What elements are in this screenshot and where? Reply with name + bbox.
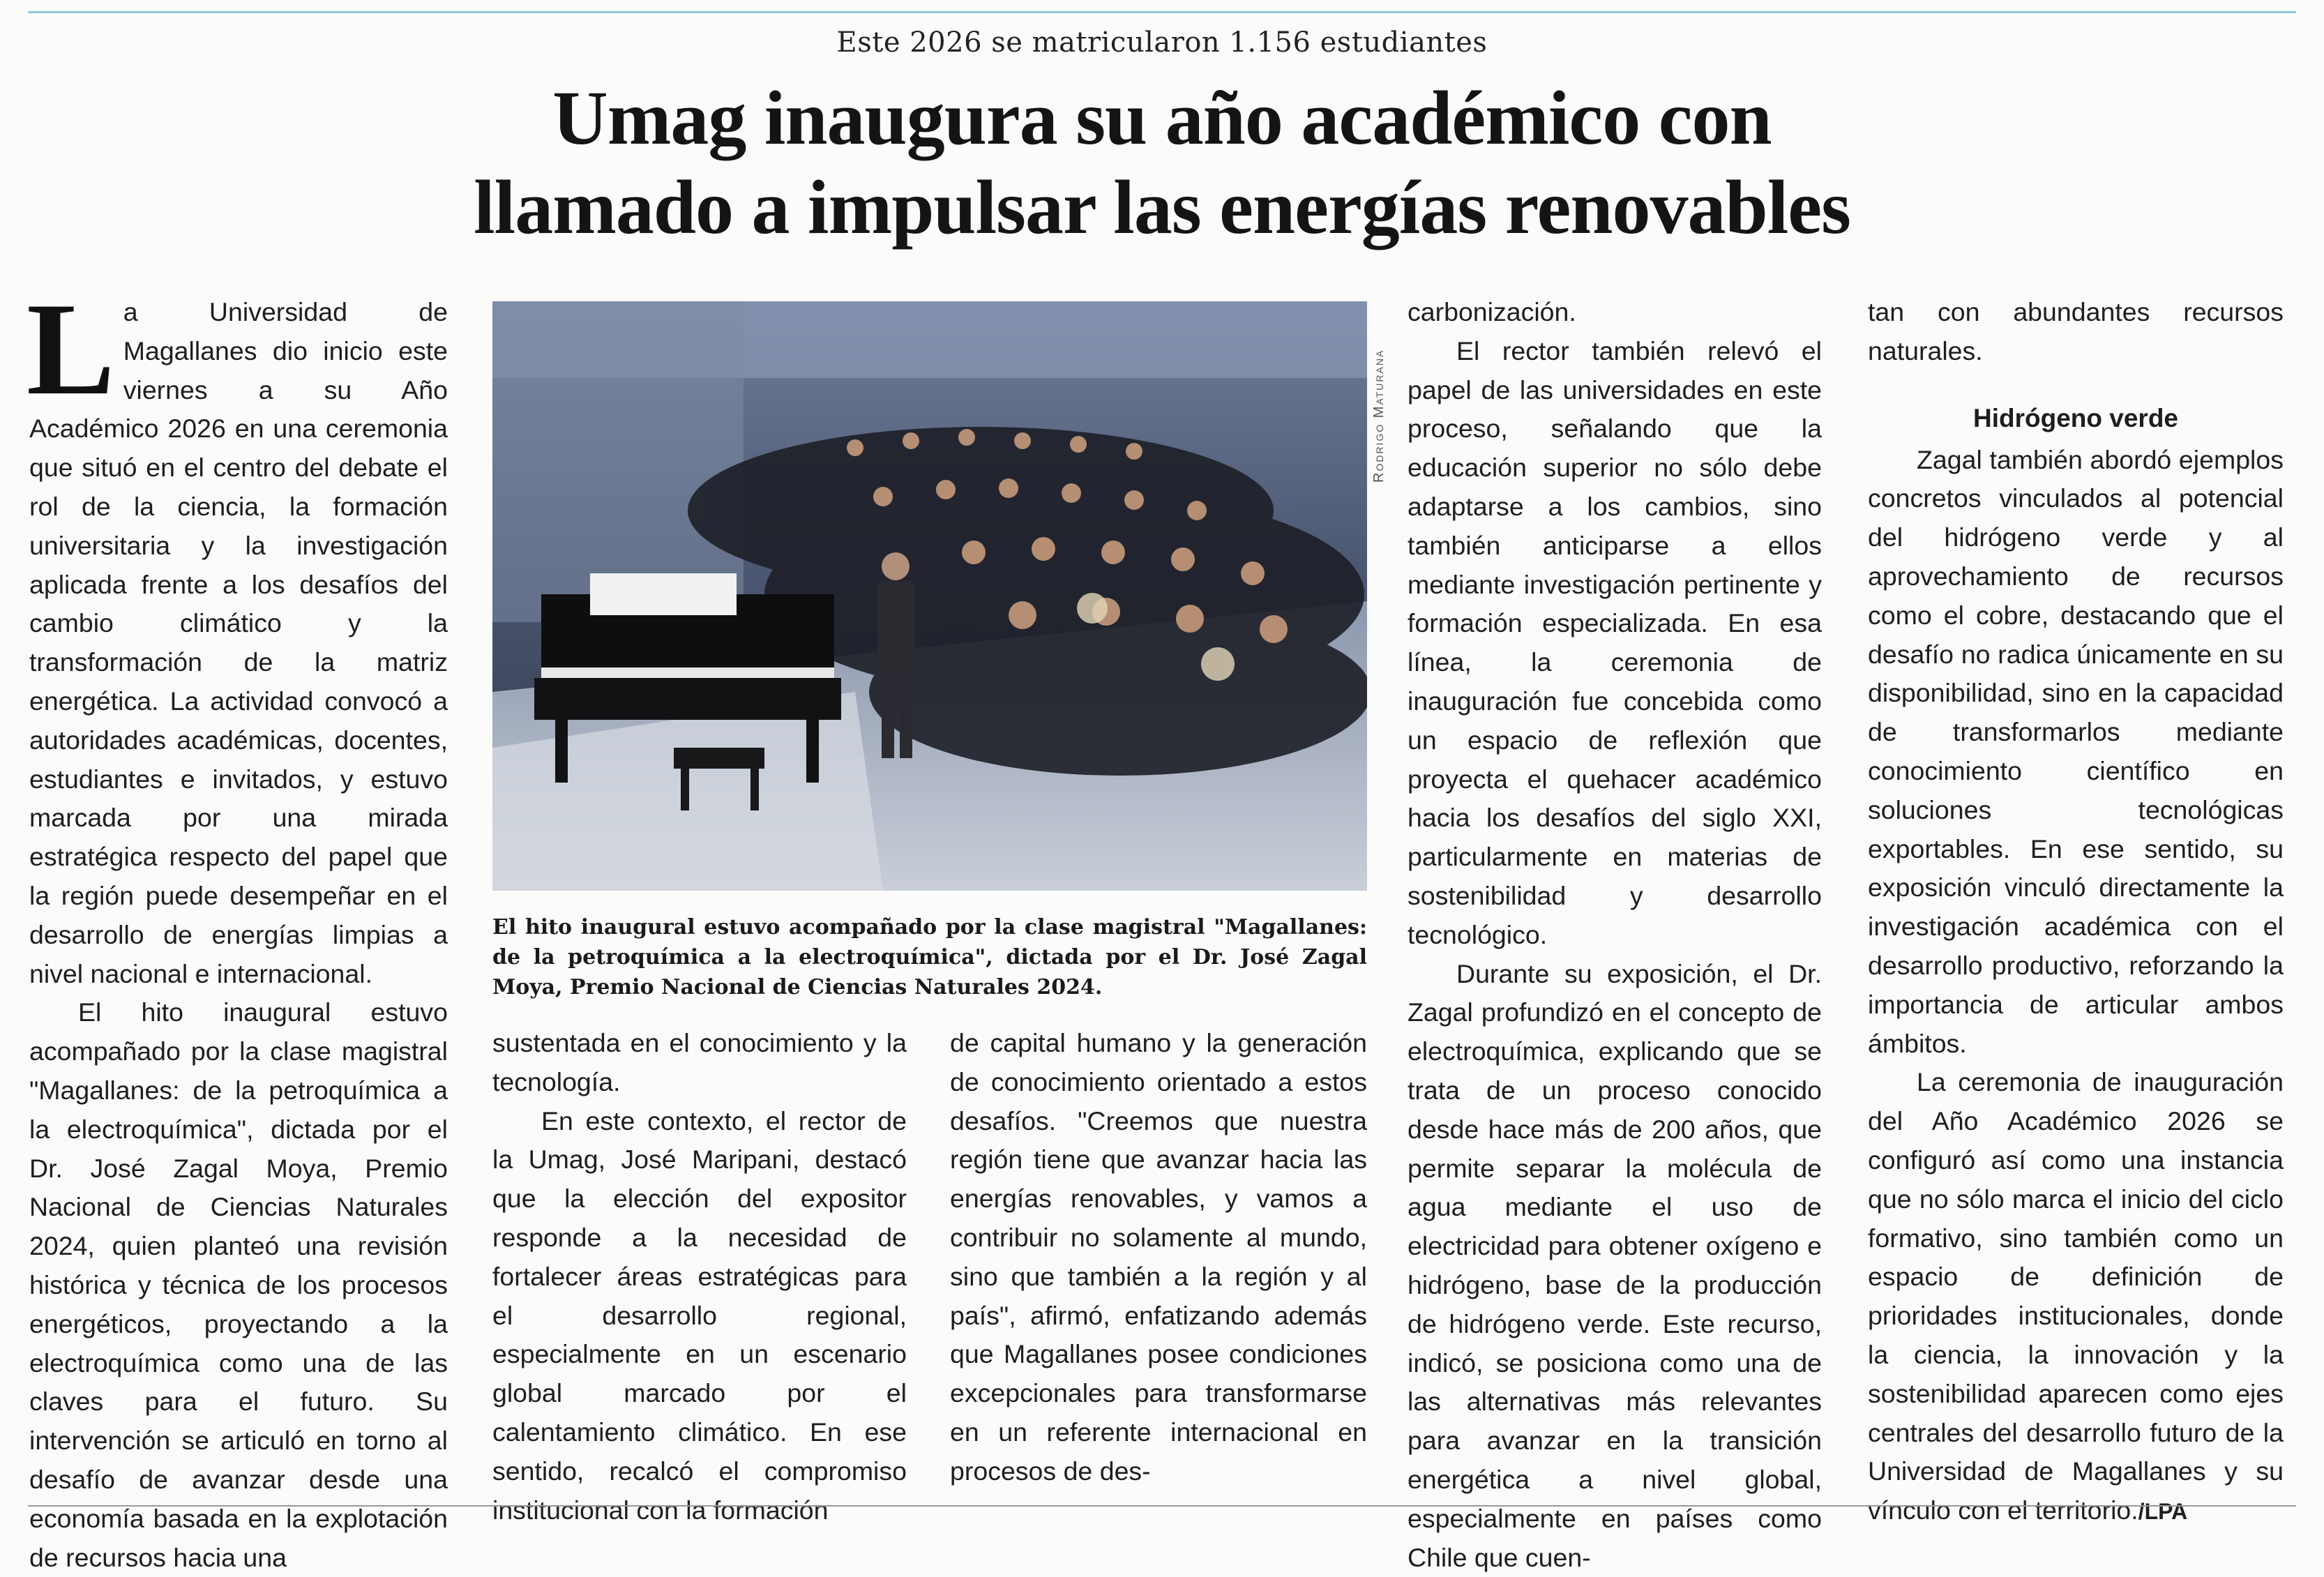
paragraph	[27, 276, 448, 993]
paragraph: sustentada en el conocimiento y la tecnología.	[492, 1028, 907, 1096]
photo-caption: El hito inaugural estuvo acompañado por la clase magistral "Magallanes: de la petroquímica a la electroquímica", dictada por el Dr. José Zagal Moya, Premio Nacional de Ciencias Naturales 2024.	[492, 915, 1367, 999]
section-subhead: Hidrógeno verde	[1973, 403, 2178, 432]
column-4	[1408, 293, 1822, 1577]
column-2	[492, 1024, 907, 1530]
paragraph-text: La ceremonia de inauguración del Año Académico 2026 se configuró así como una instancia que no sólo marca el inicio del ciclo formativo, sino también como un espacio de definición de prioridades institucionales, donde la ciencia, la innovación y la sostenibilidad aparecen como ejes centrales del desarrollo futuro de la Universidad de Magallanes y su vínculo con el territorio.	[1868, 1067, 2284, 1525]
author-signature: /LPA	[2138, 1499, 2188, 1525]
bottom-rule	[28, 1505, 2296, 1507]
photo-credit: Rodrigo Maturana	[1371, 349, 1387, 483]
column-5	[1868, 293, 2284, 1532]
headline-line-1: Umag inaugura su año académico con	[552, 75, 1772, 160]
paragraph: tan con abundantes recursos naturales.	[1868, 297, 2284, 365]
article-headline	[0, 73, 2324, 252]
drop-cap: L	[27, 276, 115, 423]
column-3	[950, 1024, 1367, 1491]
paragraph: El hito inaugural estuvo acompañado por la clase magistral "Magallanes: de la petroquímica a la electroquímica", dictada por el Dr. José Zagal Moya, Premio Nacional de Ciencias Naturales 2024, quien planteó una revisión histórica y técnica de los procesos energéticos, proyectando a la electroquímica como una de las claves para el futuro. Su intervención se articuló en torno al desafío de avanzar desde una economía basada en la explotación de recursos hacia una	[29, 997, 448, 1572]
paragraph	[1868, 1063, 2284, 1532]
column-1	[27, 276, 448, 1577]
top-rule	[28, 0, 2296, 13]
paragraph: El rector también relevó el papel de las universidades en este proceso, señalando que la educación superior no sólo debe adaptarse a los cambios, sino también anticiparse a ellos mediante investigación pertinente y formación especializada. En esa línea, la ceremonia de inauguración fue concebida como un espacio de reflexión que proyecta el quehacer académico hacia los desafíos del siglo XXI, particularmente en materias de sostenibilidad y desarrollo tecnológico.	[1408, 335, 1822, 949]
paragraph: de capital humano y la generación de conocimiento orientado a estos desafíos. "Creemos que nuestra región tiene que avanzar hacia las energías renovables, y vamos a contribuir no solamente al mundo, sino que también a la región y al país", afirmó, enfatizando además que Magallanes posee condiciones excepcionales para transformarse en un referente internacional en procesos de des-	[950, 1028, 1367, 1486]
ceremony-photo	[492, 301, 1367, 891]
headline-line-2: llamado a impulsar las energías renovables	[474, 165, 1850, 250]
paragraph: En este contexto, el rector de la Umag, José Maripani, destacó que la elección del expositor responde a la necesidad de fortalecer áreas estratégicas para el desarrollo regional, especialmente en un escenario global marcado por el calentamiento climático. En ese sentido, recalcó el compromiso institucional con la formación	[492, 1106, 907, 1525]
paragraph-text: a Universidad de Magallanes dio inicio este viernes a su Año Académico 2026 en una ceremonia que situó en el centro del debate el rol de la ciencia, la formación universitaria y la investigación aplicada frente a los desafíos del cambio climático y la transformación de la matriz energética. La actividad convocó a autoridades académicas, docentes, estudiantes e invitados, y estuvo marcada por una mirada estratégica respecto del papel que la región puede desempeñar en el desarrollo de energías limpias a nivel nacional e internacional.	[29, 297, 448, 988]
paragraph: carbonización.	[1408, 297, 1576, 326]
paragraph: Durante su exposición, el Dr. Zagal profundizó en el concepto de electroquímica, explicando que se trata de un proceso conocido desde hace más de 200 años, que permite separar la molécula de agua mediante el uso de electricidad para obtener oxígeno e hidrógeno, base de la producción de hidrógeno verde. Este recurso, indicó, se posiciona como una de las alternativas más relevantes para avanzar en la transición energética a nivel global, especialmente en países como Chile que cuen-	[1408, 958, 1822, 1572]
paragraph: Zagal también abordó ejemplos concretos vinculados al potencial del hidrógeno verde y al aprovechamiento de recursos como el cobre, destacando que el desafío no radica únicamente en su disponibilidad, sino en la capacidad de transformarlos mediante conocimiento científico en soluciones tecnológicas exportables. En ese sentido, su exposición vinculó directamente la investigación académica con el desarrollo productivo, reforzando la importancia de articular ambos ámbitos.	[1868, 444, 2284, 1058]
article-kicker: Este 2026 se matricularon 1.156 estudiantes	[836, 27, 1488, 59]
auditorium-image	[492, 301, 1367, 891]
